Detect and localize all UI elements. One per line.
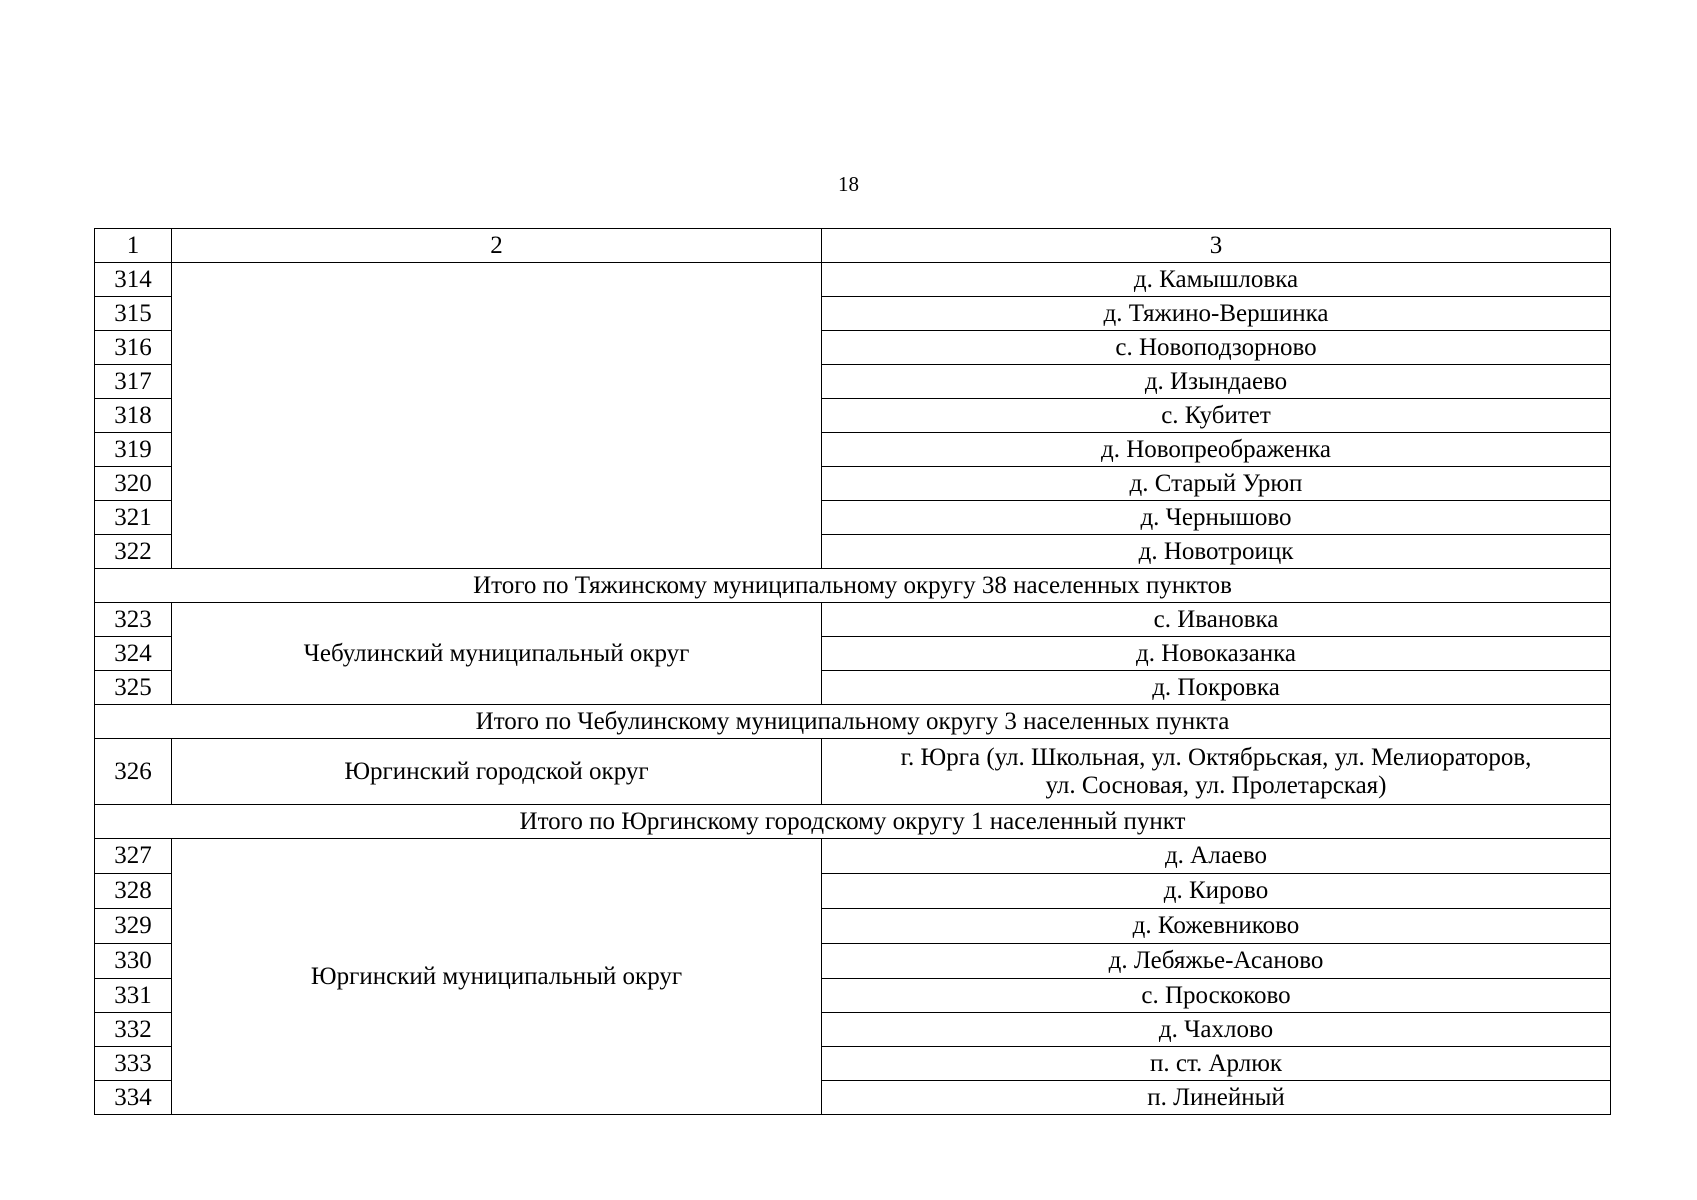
settlements-table	[94, 228, 1611, 1115]
settlement-cell: д. Алаево	[822, 839, 1611, 874]
row-number: 325	[95, 671, 172, 705]
row-number: 319	[95, 433, 172, 467]
row-number: 330	[95, 944, 172, 979]
total-yurga-city: Итого по Юргинскому городскому округу 1 населенный пункт	[95, 805, 1611, 839]
settlement-cell: д. Лебяжье-Асаново	[822, 944, 1611, 979]
page-number: 18	[838, 172, 859, 196]
settlement-cell: п. ст. Арлюк	[822, 1047, 1611, 1081]
row-number: 323	[95, 603, 172, 637]
row-number: 315	[95, 297, 172, 331]
row-number: 324	[95, 637, 172, 671]
row-number: 314	[95, 263, 172, 297]
district-cell	[172, 263, 822, 569]
settlement-cell: с. Новоподзорново	[822, 331, 1611, 365]
settlement-cell: с. Ивановка	[822, 603, 1611, 637]
district-cell: Юргинский городской округ	[172, 739, 822, 805]
row-number: 332	[95, 1013, 172, 1047]
settlement-cell: д. Новоказанка	[822, 637, 1611, 671]
row-number: 333	[95, 1047, 172, 1081]
column-header-district: 2	[172, 229, 822, 263]
total-row	[95, 705, 1611, 739]
settlement-cell	[822, 739, 1611, 805]
settlement-cell: д. Покровка	[822, 671, 1611, 705]
district-cell: Юргинский муниципальный округ	[172, 839, 822, 1115]
total-row	[95, 805, 1611, 839]
column-header-number: 1	[95, 229, 172, 263]
settlement-cell: д. Тяжино-Вершинка	[822, 297, 1611, 331]
settlement-cell: д. Кожевниково	[822, 909, 1611, 944]
row-number: 322	[95, 535, 172, 569]
table-row	[95, 603, 1611, 637]
row-number: 329	[95, 909, 172, 944]
row-number: 327	[95, 839, 172, 874]
settlement-cell: д. Чернышово	[822, 501, 1611, 535]
table-header-row	[95, 229, 1611, 263]
row-number: 317	[95, 365, 172, 399]
settlement-line: ул. Сосновая, ул. Пролетарская)	[1045, 771, 1387, 799]
row-number: 320	[95, 467, 172, 501]
row-number: 321	[95, 501, 172, 535]
settlement-cell: с. Кубитет	[822, 399, 1611, 433]
table-row	[95, 839, 1611, 874]
settlement-cell: с. Проскоково	[822, 979, 1611, 1013]
total-row	[95, 569, 1611, 603]
settlement-cell: п. Линейный	[822, 1081, 1611, 1115]
settlement-cell: д. Новотроицк	[822, 535, 1611, 569]
settlement-cell: д. Кирово	[822, 874, 1611, 909]
row-number: 331	[95, 979, 172, 1013]
settlement-cell: д. Чахлово	[822, 1013, 1611, 1047]
table-row	[95, 263, 1611, 297]
settlement-cell: д. Старый Урюп	[822, 467, 1611, 501]
column-header-settlement: 3	[822, 229, 1611, 263]
row-number: 328	[95, 874, 172, 909]
settlement-cell: д. Новопреображенка	[822, 433, 1611, 467]
settlement-cell: д. Изындаево	[822, 365, 1611, 399]
row-number: 316	[95, 331, 172, 365]
row-number: 326	[95, 739, 172, 805]
row-number: 334	[95, 1081, 172, 1115]
total-tyazhin: Итого по Тяжинскому муниципальному округу 38 населенных пунктов	[95, 569, 1611, 603]
row-number: 318	[95, 399, 172, 433]
total-chebulin: Итого по Чебулинскому муниципальному округу 3 населенных пункта	[95, 705, 1611, 739]
settlement-line: г. Юрга (ул. Школьная, ул. Октябрьская, ул. Мелиораторов,	[900, 743, 1532, 771]
district-cell: Чебулинский муниципальный округ	[172, 603, 822, 705]
settlement-cell: д. Камышловка	[822, 263, 1611, 297]
table-row	[95, 739, 1611, 805]
